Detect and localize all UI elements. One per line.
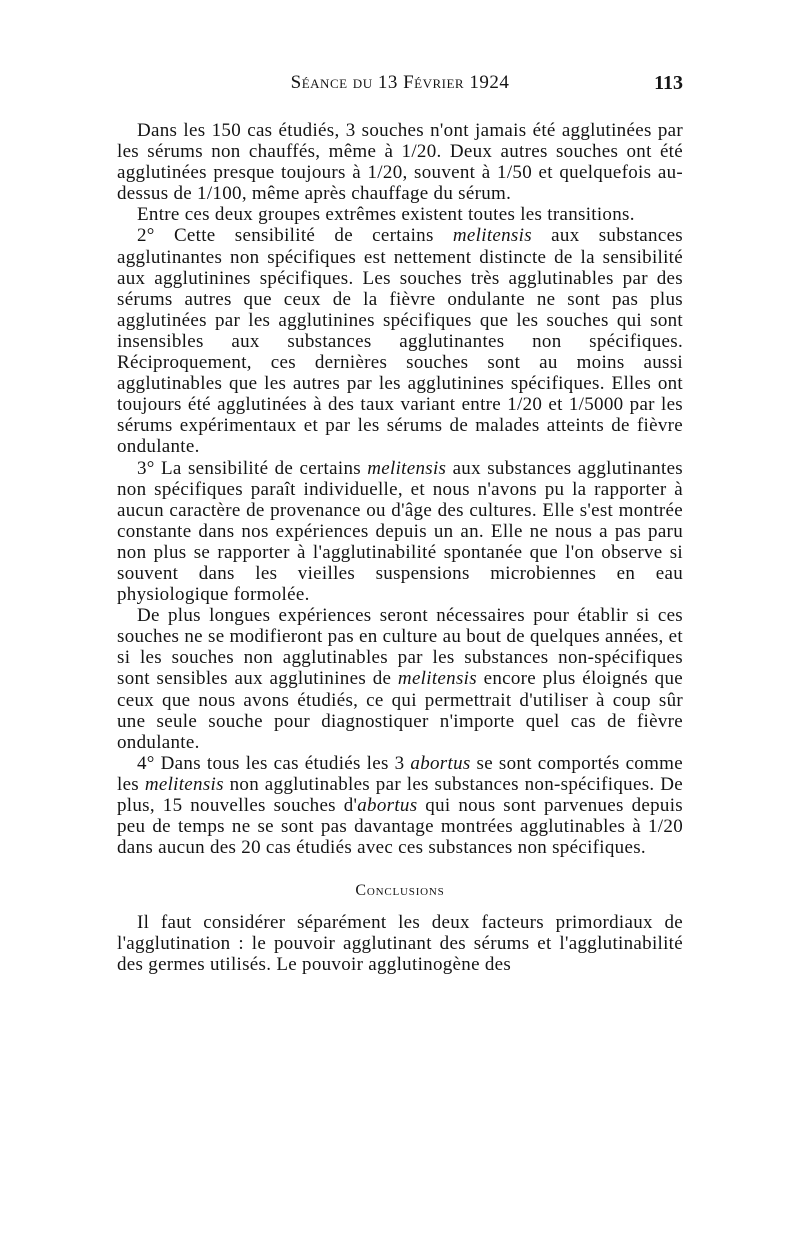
page-header <box>117 72 683 102</box>
paragraph-4-text-b: aux substances agglutinantes non spécifiques paraît individuelle, et nous n'avons pu la rapporter à aucun caractère de provenance ou d'âge des cultures. Elle s'est montrée constante dans nos expériences depuis un an. Elle ne nous a pas paru non plus se rapporter à l'agglutinabilité spontanée que l'on observe si souvent dans les vieilles suspensions microbiennes en eau physiologique formolée. <box>117 457 684 606</box>
paragraph-6-text-c: non agglutinables par les substances non-spécifiques. De plus, 15 nouvelles souches d' <box>117 773 683 816</box>
paragraph-6-text-a: 4° Dans tous les cas étudiés les 3 <box>137 752 411 774</box>
page-body <box>117 120 683 976</box>
running-head: Séance du 13 Février 1924 <box>290 72 510 93</box>
paragraph-3-text-a: 2° Cette sensibilité de certains <box>137 225 453 247</box>
page-number: 113 <box>654 72 683 94</box>
paragraph-5-text-a: De plus longues expériences seront nécessaires pour établir si ces souches ne se modifieront pas en culture au bout de quelques années, et si les souches non agglutinables par les substances non-spécifiques sont sensibles aux agglutinines de <box>117 605 683 690</box>
species-name: melitensis <box>367 457 447 479</box>
paragraph-6-text-d: qui nous sont parvenues depuis peu de temps ne se sont pas davantage montrées agglutinables à 1/20 dans aucun des 20 cas étudiés avec ces substances non spécifiques. <box>117 795 683 859</box>
species-name: abortus <box>357 795 418 816</box>
paragraph-5 <box>117 605 683 753</box>
species-name: melitensis <box>452 225 532 247</box>
species-name: abortus <box>410 752 471 774</box>
species-name: melitensis <box>397 668 477 690</box>
paragraph-3 <box>117 225 683 457</box>
section-heading-conclusions: Conclusions <box>355 882 445 900</box>
paragraph-1: Dans les 150 cas étudiés, 3 souches n'ont jamais été agglutinées par les sérums non chauffés, même à 1/20. Deux autres souches ont été agglutinées presque toujours à 1/20, souvent à 1/50 et quelquefois au-dessus de 1/100, même après chauffage du sérum. <box>117 120 683 205</box>
paragraph-6 <box>117 753 683 858</box>
conclusions-paragraph: Il faut considérer séparément les deux facteurs primordiaux de l'agglutination : le pouvoir agglutinant des sérums et l'agglutinabilité des germes utilisés. Le pouvoir agglutinogène des <box>117 912 683 976</box>
paragraph-6-text-b: se sont comportés comme les <box>117 752 683 795</box>
paragraph-2: Entre ces deux groupes extrêmes existent toutes les transitions. <box>137 204 635 226</box>
paragraph-3-text-b: aux substances agglutinantes non spécifiques est nettement distincte de la sensibilité aux agglutinines spécifiques. Les souches très agglutinables par des sérums autres que ceux de la fièvre ondulante ne sont pas plus agglutinées par les agglutinines spécifiques que les souches qui sont insensibles aux substances agglutinantes non spécifiques. Réciproquement, ces dernières souches sont au moins aussi agglutinables que les autres par les agglutinines spécifiques. Elles ont toujours été agglutinées à des taux variant entre 1/20 et 1/5000 par les sérums expérimentaux et par les sérums de malades atteints de fièvre ondulante. <box>117 225 683 458</box>
paragraph-5-text-b: encore plus éloignés que ceux que nous avons étudiés, ce qui permettrait d'utiliser à coup sûr une seule souche pour diagnostiquer n'importe quel cas de fièvre ondulante. <box>117 668 683 753</box>
paragraph-4 <box>117 458 683 606</box>
species-name: melitensis <box>144 773 224 795</box>
paragraph-4-text-a: 3° La sensibilité de certains <box>137 457 368 479</box>
